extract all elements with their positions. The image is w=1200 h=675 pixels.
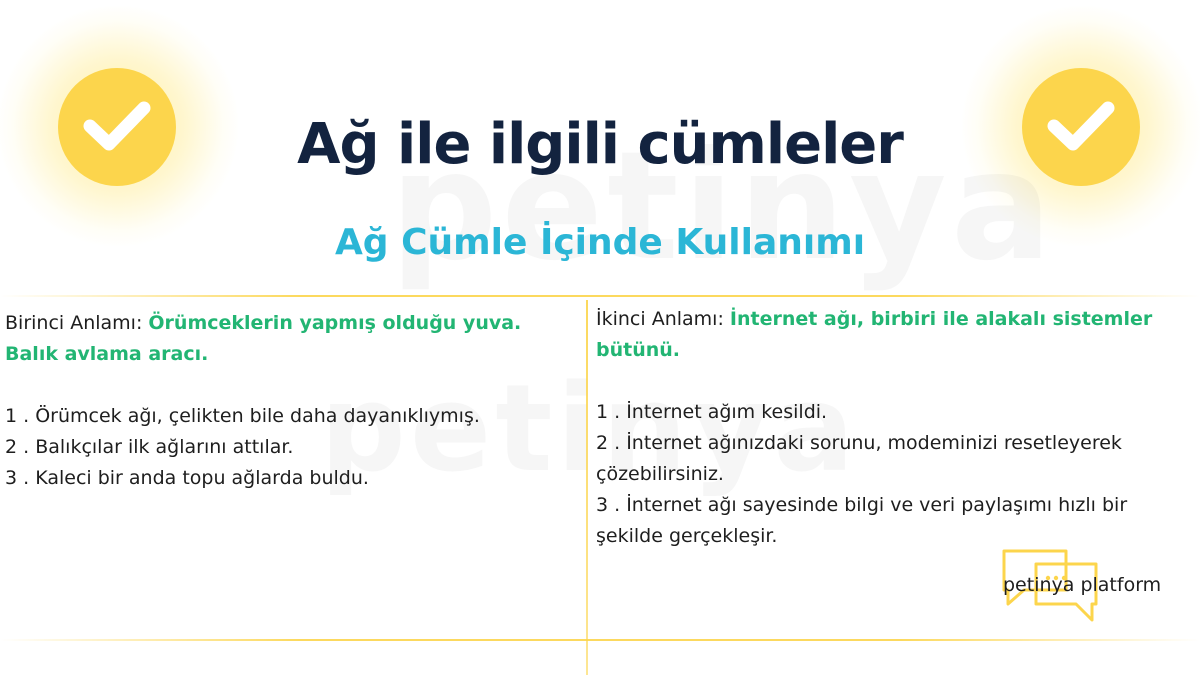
second-meaning-label: İkinci Anlamı: bbox=[596, 308, 730, 330]
first-meaning bbox=[5, 308, 575, 370]
example-sentence: 3 . İnternet ağı sayesinde bilgi ve veri paylaşımı hızlı bir şekilde gerçekleşir. bbox=[596, 494, 1128, 547]
left-column bbox=[5, 308, 575, 494]
page-title: Ağ ile ilgili cümleler bbox=[297, 112, 903, 177]
example-sentence: 2 . Balıkçılar ilk ağlarını attılar. bbox=[5, 436, 294, 458]
example-sentence: 1 . Örümcek ağı, çelikten bile daha dayanıklıymış. bbox=[5, 405, 480, 427]
logo-text: petinya platform bbox=[1003, 574, 1162, 596]
top-divider bbox=[0, 295, 1200, 297]
first-meaning-value: Örümceklerin yapmış olduğu yuva. Balık avlama aracı. bbox=[5, 312, 522, 365]
first-meaning-label: Birinci Anlamı: bbox=[5, 312, 149, 334]
bottom-divider bbox=[0, 639, 1200, 641]
page-subtitle: Ağ Cümle İçinde Kullanımı bbox=[334, 222, 866, 263]
example-sentence: 3 . Kaleci bir anda topu ağlarda buldu. bbox=[5, 467, 369, 489]
example-sentence: 2 . İnternet ağınızdaki sorunu, modeminizi resetleyerek çözebilirsiniz. bbox=[596, 432, 1122, 485]
right-column bbox=[596, 304, 1196, 552]
second-meaning bbox=[596, 304, 1196, 366]
column-divider bbox=[586, 300, 588, 675]
second-meaning-value: İnternet ağı, birbiri ile alakalı sistemler bütünü. bbox=[596, 308, 1153, 361]
example-sentence: 1 . İnternet ağım kesildi. bbox=[596, 401, 828, 423]
